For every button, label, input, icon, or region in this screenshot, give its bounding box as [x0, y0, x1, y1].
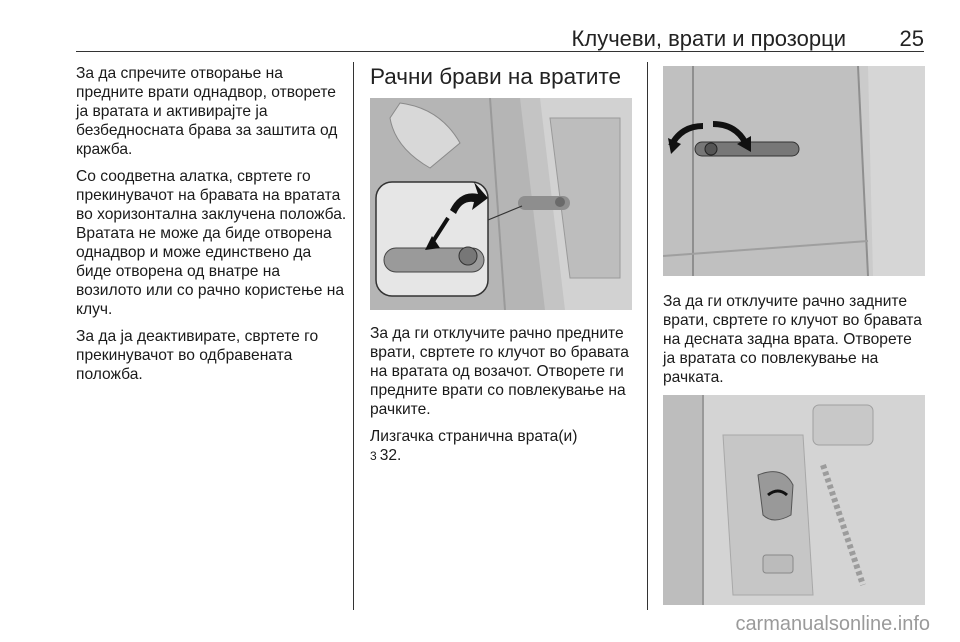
- paragraph: За да ја деактивирате, свртете го прекинувачот во одбравената положба.: [76, 328, 319, 383]
- paragraph: За да спречите отворање на предните врати однадвор, отворете ја вратата и активирајте ја безбедносната брава за заштита од кражба.: [76, 65, 338, 158]
- right-column: [663, 64, 925, 605]
- page-number: 25: [899, 26, 924, 51]
- paragraph: За да ги отклучите рачно задните врати, свртете го клучот во бравата на десната задна врата. Отворете ја вратата со повлекување на рачката.: [663, 293, 922, 386]
- header-divider: [76, 51, 924, 52]
- reference-page: 32.: [379, 447, 402, 464]
- page-header: [76, 26, 924, 52]
- cross-reference[interactable]: [370, 427, 632, 466]
- middle-column: [370, 64, 632, 474]
- header-title: Клучеви, врати и прозорци: [571, 26, 846, 51]
- rear-door-interior-drawing: [663, 395, 925, 605]
- front-door-handle-drawing: [370, 98, 632, 310]
- column-divider-right: [647, 62, 648, 610]
- reference-arrow-icon: 3: [370, 449, 377, 463]
- reference-text: Лизгачка странична врата(и): [370, 428, 578, 445]
- front-door-handle-illustration: [370, 98, 632, 310]
- column-divider-left: [353, 62, 354, 610]
- paragraph: За да ги отклучите рачно предните врати, свртете го клучот во бравата на вратата од возачот. Отворете ги предните врати со повлекување на рачките.: [370, 325, 629, 418]
- section-title: Рачни брави на вратите: [370, 64, 622, 89]
- rear-door-lock-drawing: [663, 66, 925, 276]
- left-column: [76, 64, 348, 392]
- watermark: carmanualsonline.info: [735, 613, 930, 635]
- rear-door-lock-illustration: [663, 66, 925, 276]
- paragraph: Со соодветна алатка, свртете го прекинувачот на бравата на вратата во хоризонтална заклучена положба. Вратата не може да биде отворена однадвор и може единствено да биде отворена од внатре на возилото или со рачно користење на клуч.: [76, 168, 347, 318]
- rear-door-interior-illustration: [663, 395, 925, 605]
